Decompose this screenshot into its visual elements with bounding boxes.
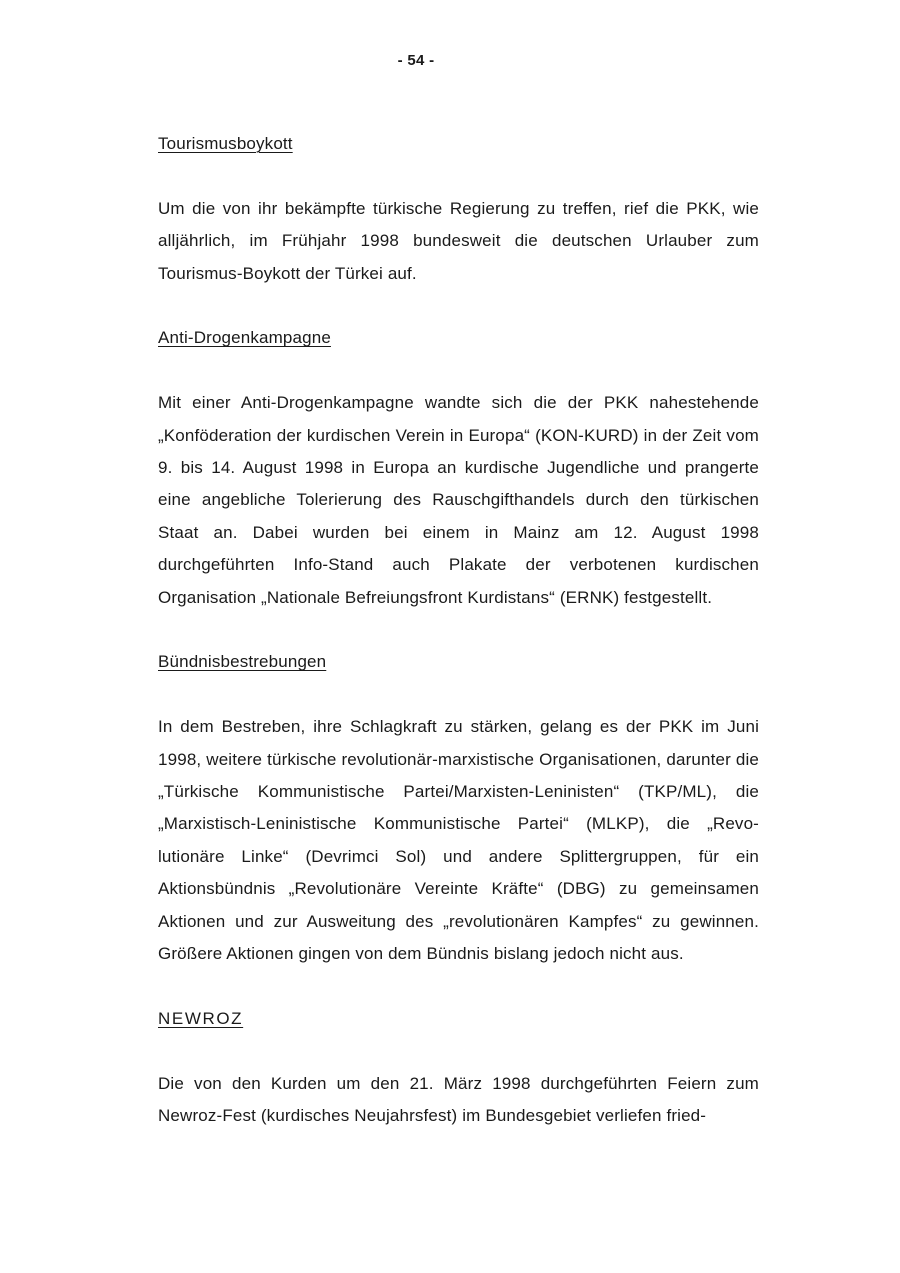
section-paragraph-buendnisbestrebungen: In dem Bestreben, ihre Schlagkraft zu stärken, gelang es der PKK im Juni 1998, weitere türkische revolutionär-marxistische Organisationen, darunter die „Türkische Kommunistische Partei/Marxisten-Leninisten“ (TKP/ML), die „Marxistisch-Leninistische Kommunistische Partei“ (MLKP), die „Revo-lutionäre Linke“ (Devrimci Sol) und andere Splittergruppen, für ein Aktionsbündnis „Revolutionäre Vereinte Kräfte“ (DBG) zu gemeinsamen Aktionen und zur Ausweitung des „revolutionären Kampfes“ zu gewinnen. Größere Aktionen gingen von dem Bündnis bislang jedoch nicht aus. xyxy=(158,717,759,964)
section-heading-anti-drogenkampagne: Anti-Drogenkampagne xyxy=(158,328,331,348)
spacer xyxy=(158,355,759,387)
section-heading-buendnisbestrebungen: Bündnisbestrebungen xyxy=(158,652,327,672)
section-paragraph-tourismusboykott: Um die von ihr bekämpfte türkische Regierung zu treffen, rief die PKK, wie alljährlich, im Frühjahr 1998 bundesweit die deutschen Urlauber zum Tourismus-Boykott der Türkei auf. xyxy=(158,198,759,283)
section-paragraph-newroz: Die von den Kurden um den 21. März 1998 durchgeführten Feiern zum Newroz-Fest (kurdisches Neujahrsfest) im Bundesgebiet verliefen fried- xyxy=(158,1073,759,1126)
section-heading-tourismusboykott: Tourismusboykott xyxy=(158,134,293,153)
spacer xyxy=(158,614,759,646)
spacer xyxy=(158,160,759,192)
spacer xyxy=(158,679,759,711)
spacer xyxy=(158,290,759,322)
page-number: - 54 - xyxy=(397,52,435,69)
section-paragraph-anti-drogenkampagne: Mit einer Anti-Drogenkampagne wandte sich die der PKK nahestehende „Konföderation der kurdischen Verein in Europa“ (KON-KURD) in der Zeit vom 9. bis 14. August 1998 in Europa an kurdische Jugendliche und prangerte eine angebliche Tolerierung des Rauschgifthandels durch den türkischen Staat an. Dabei wurden bei einem in Mainz am 12. August 1998 durchgeführten Info-Stand auch Plakate der verbotenen kurdischen Organisation „Nationale Befreiungsfront Kurdistans“ (ERNK) festgestellt. xyxy=(158,393,759,607)
section-heading-newroz: NEWROZ xyxy=(158,1008,244,1028)
page-content xyxy=(158,128,759,1132)
spacer xyxy=(158,970,759,1002)
spacer xyxy=(158,1035,759,1067)
